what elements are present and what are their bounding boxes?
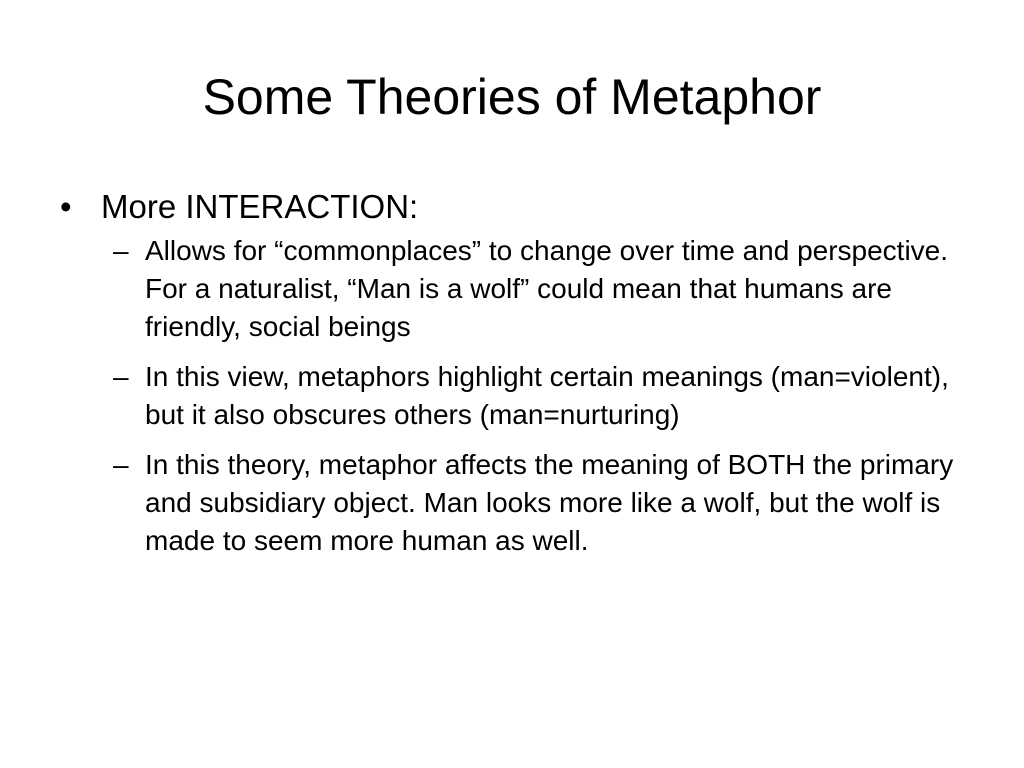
dash-marker: –	[113, 449, 129, 480]
subbullet-text: Allows for “commonplaces” to change over time and perspective. For a naturalist, “Man is a wolf” could mean that humans are friendly, social beings	[145, 235, 949, 342]
slide-content	[60, 186, 960, 572]
subbullet-text: In this view, metaphors highlight certain meanings (man=violent), but it also obscures others (man=nurturing)	[145, 361, 949, 430]
subbullet-text: In this theory, metaphor affects the meaning of BOTH the primary and subsidiary object. Man looks more like a wolf, but the wolf is made to seem more human as well.	[145, 449, 954, 556]
subbullet-commonplaces	[60, 232, 960, 346]
subbullet-both-objects	[60, 446, 960, 560]
slide-title: Some Theories of Metaphor	[202, 69, 822, 125]
subbullet-list	[60, 232, 960, 560]
subbullet-highlight-obscure	[60, 358, 960, 434]
bullet-marker: •	[60, 188, 72, 225]
bullet-text: More INTERACTION:	[101, 188, 419, 225]
dash-marker: –	[113, 235, 129, 266]
dash-marker: –	[113, 361, 129, 392]
bullet-more-interaction	[60, 186, 960, 228]
